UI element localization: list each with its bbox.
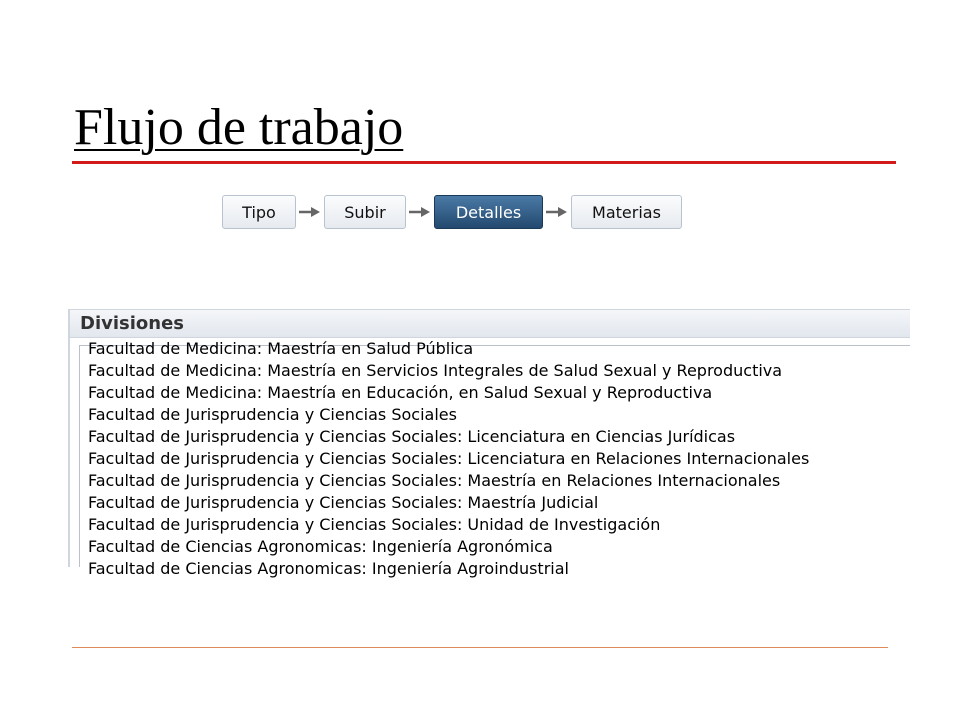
arrow-right-icon [543,195,571,229]
list-item[interactable]: Facultad de Medicina: Maestría en Salud Pública [88,339,474,358]
list-item[interactable]: Facultad de Ciencias Agronomicas: Ingeniería Agronómica [88,537,553,556]
list-item[interactable]: Facultad de Ciencias Agronomicas: Ingeniería Agroindustrial [88,559,569,578]
list-item[interactable]: Facultad de Jurisprudencia y Ciencias Sociales [88,405,457,424]
arrow-right-icon [406,195,434,229]
list-item[interactable]: Facultad de Medicina: Maestría en Educación, en Salud Sexual y Reproductiva [88,383,713,402]
divisions-header: Divisiones [70,309,910,338]
list-item[interactable]: Facultad de Jurisprudencia y Ciencias Sociales: Licenciatura en Ciencias Jurídicas [88,427,736,446]
arrow-right-icon [296,195,324,229]
step-materias-button[interactable]: Materias [571,195,682,229]
divisions-panel [68,309,910,578]
step-detalles-button[interactable]: Detalles [434,195,543,229]
footer-divider [72,647,888,648]
list-item[interactable]: Facultad de Jurisprudencia y Ciencias Sociales: Unidad de Investigación [88,515,661,534]
workflow-steps [222,195,682,229]
slide-title: Flujo de trabajo [74,99,404,156]
divisions-list-items [88,338,809,580]
list-item[interactable]: Facultad de Jurisprudencia y Ciencias Sociales: Maestría en Relaciones Internacionales [88,471,781,490]
divisions-list[interactable] [79,339,910,578]
title-divider [72,161,896,164]
list-item[interactable]: Facultad de Medicina: Maestría en Servicios Integrales de Salud Sexual y Reproductiva [88,361,783,380]
list-item[interactable]: Facultad de Jurisprudencia y Ciencias Sociales: Licenciatura en Relaciones Internacionales [88,449,810,468]
step-tipo-button[interactable]: Tipo [222,195,296,229]
step-subir-button[interactable]: Subir [324,195,406,229]
list-item[interactable]: Facultad de Jurisprudencia y Ciencias Sociales: Maestría Judicial [88,493,599,512]
